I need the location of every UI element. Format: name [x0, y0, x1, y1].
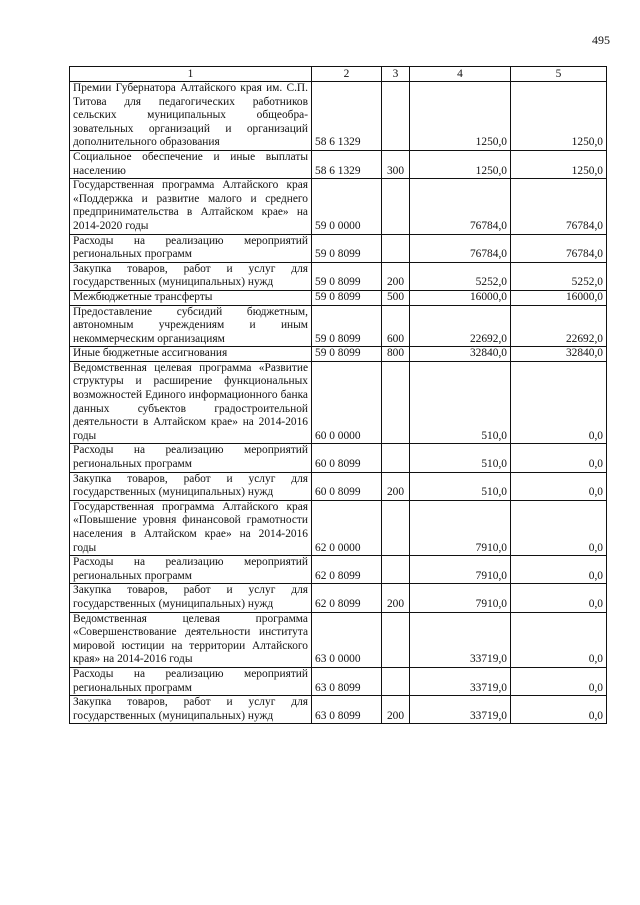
row-vr: 500 — [382, 290, 410, 305]
row-vr: 600 — [382, 305, 410, 347]
row-vr — [382, 82, 410, 151]
row-vr: 800 — [382, 347, 410, 362]
row-code: 59 0 0000 — [312, 179, 382, 234]
row-value-5: 0,0 — [511, 667, 607, 695]
row-name: Иные бюджетные ассигнования — [70, 347, 312, 362]
page-number: 495 — [592, 33, 610, 47]
row-value-5: 22692,0 — [511, 305, 607, 347]
row-value-4: 1250,0 — [410, 150, 511, 178]
row-value-4: 32840,0 — [410, 347, 511, 362]
row-value-4: 76784,0 — [410, 179, 511, 234]
table-row — [70, 444, 607, 472]
table-row — [70, 696, 607, 724]
row-name: Предоставление субсидий бюджетным, автономным учреждениям и иным некоммерческим организациям — [70, 305, 312, 347]
row-code: 60 0 0000 — [312, 361, 382, 444]
row-value-5: 16000,0 — [511, 290, 607, 305]
row-vr: 200 — [382, 472, 410, 500]
row-code: 58 6 1329 — [312, 82, 382, 151]
row-vr — [382, 361, 410, 444]
table-row — [70, 500, 607, 555]
table-row — [70, 347, 607, 362]
row-vr: 300 — [382, 150, 410, 178]
row-code: 58 6 1329 — [312, 150, 382, 178]
table-row — [70, 584, 607, 612]
row-name: Социальное обеспечение и иные выплаты населению — [70, 150, 312, 178]
row-value-5: 1250,0 — [511, 82, 607, 151]
row-vr: 200 — [382, 262, 410, 290]
header-col-5: 5 — [511, 67, 607, 82]
row-code: 60 0 8099 — [312, 472, 382, 500]
table-row — [70, 556, 607, 584]
table-row — [70, 150, 607, 178]
table-row — [70, 262, 607, 290]
table-row — [70, 290, 607, 305]
row-name: Расходы на реализацию мероприятий региональных программ — [70, 667, 312, 695]
row-vr — [382, 556, 410, 584]
row-code: 59 0 8099 — [312, 347, 382, 362]
row-name: Закупка товаров, работ и услуг для государственных (муниципальных) нужд — [70, 584, 312, 612]
row-value-4: 33719,0 — [410, 612, 511, 667]
row-value-4: 1250,0 — [410, 82, 511, 151]
table-row — [70, 612, 607, 667]
row-value-5: 0,0 — [511, 361, 607, 444]
row-name: Закупка товаров, работ и услуг для государственных (муниципальных) нужд — [70, 696, 312, 724]
row-value-5: 0,0 — [511, 584, 607, 612]
row-value-5: 0,0 — [511, 500, 607, 555]
row-vr — [382, 444, 410, 472]
row-value-4: 7910,0 — [410, 584, 511, 612]
row-name: Государственная программа Алтайского края «Повышение уровня финансовой грамотности населения в Алтайском крае» на 2014-2016 годы — [70, 500, 312, 555]
row-value-5: 0,0 — [511, 444, 607, 472]
header-col-1: 1 — [70, 67, 312, 82]
row-code: 62 0 0000 — [312, 500, 382, 555]
row-value-5: 32840,0 — [511, 347, 607, 362]
row-vr — [382, 234, 410, 262]
table-row — [70, 234, 607, 262]
row-code: 63 0 0000 — [312, 612, 382, 667]
row-name: Расходы на реализацию мероприятий региональных программ — [70, 556, 312, 584]
table-row — [70, 305, 607, 347]
row-value-4: 510,0 — [410, 444, 511, 472]
row-code: 62 0 8099 — [312, 556, 382, 584]
row-name: Закупка товаров, работ и услуг для государственных (муниципальных) нужд — [70, 262, 312, 290]
row-name: Государственная программа Алтайского края «Поддержка и развитие малого и среднего предпринимательства в Алтайском крае» на 2014-2020 годы — [70, 179, 312, 234]
row-code: 63 0 8099 — [312, 667, 382, 695]
row-vr — [382, 612, 410, 667]
row-value-4: 510,0 — [410, 472, 511, 500]
table-row — [70, 667, 607, 695]
row-value-4: 7910,0 — [410, 500, 511, 555]
row-name: Ведомственная целевая программа «Развитие структуры и расширение функциональных возможностей Единого информационного банка данных субъектов градостроительной деятельности в Алтайском крае» на 2014-2016 годы — [70, 361, 312, 444]
row-value-5: 0,0 — [511, 696, 607, 724]
row-value-5: 76784,0 — [511, 234, 607, 262]
row-value-4: 33719,0 — [410, 667, 511, 695]
row-value-5: 5252,0 — [511, 262, 607, 290]
row-vr — [382, 179, 410, 234]
row-name: Ведомственная целевая программа «Совершенствование деятельности института мировой юстиции на территории Алтайского края» на 2014-2016 годы — [70, 612, 312, 667]
row-value-4: 76784,0 — [410, 234, 511, 262]
row-vr — [382, 500, 410, 555]
header-col-2: 2 — [312, 67, 382, 82]
row-code: 59 0 8099 — [312, 290, 382, 305]
row-value-4: 5252,0 — [410, 262, 511, 290]
row-code: 60 0 8099 — [312, 444, 382, 472]
row-value-5: 0,0 — [511, 556, 607, 584]
row-code: 62 0 8099 — [312, 584, 382, 612]
row-value-5: 0,0 — [511, 472, 607, 500]
header-col-3: 3 — [382, 67, 410, 82]
row-name: Расходы на реализацию мероприятий региональных программ — [70, 234, 312, 262]
header-col-4: 4 — [410, 67, 511, 82]
row-code: 59 0 8099 — [312, 234, 382, 262]
row-vr — [382, 667, 410, 695]
row-value-5: 0,0 — [511, 612, 607, 667]
row-vr: 200 — [382, 584, 410, 612]
budget-table — [69, 66, 607, 724]
table-row — [70, 361, 607, 444]
row-name: Межбюджетные трансферты — [70, 290, 312, 305]
row-value-5: 1250,0 — [511, 150, 607, 178]
row-value-5: 76784,0 — [511, 179, 607, 234]
row-value-4: 22692,0 — [410, 305, 511, 347]
row-name: Расходы на реализацию мероприятий региональных программ — [70, 444, 312, 472]
header-row — [70, 67, 607, 82]
row-code: 59 0 8099 — [312, 305, 382, 347]
table-row — [70, 82, 607, 151]
row-value-4: 33719,0 — [410, 696, 511, 724]
row-value-4: 16000,0 — [410, 290, 511, 305]
table-row — [70, 179, 607, 234]
row-name: Закупка товаров, работ и услуг для государственных (муниципальных) нужд — [70, 472, 312, 500]
row-code: 63 0 8099 — [312, 696, 382, 724]
row-code: 59 0 8099 — [312, 262, 382, 290]
row-vr: 200 — [382, 696, 410, 724]
row-value-4: 510,0 — [410, 361, 511, 444]
table-row — [70, 472, 607, 500]
row-name: Премии Губернатора Алтайского края им. С.П. Титова для педагогических работников сельских муниципальных общеобразовательных организаций и организаций дополнительного образования — [70, 82, 312, 151]
row-value-4: 7910,0 — [410, 556, 511, 584]
